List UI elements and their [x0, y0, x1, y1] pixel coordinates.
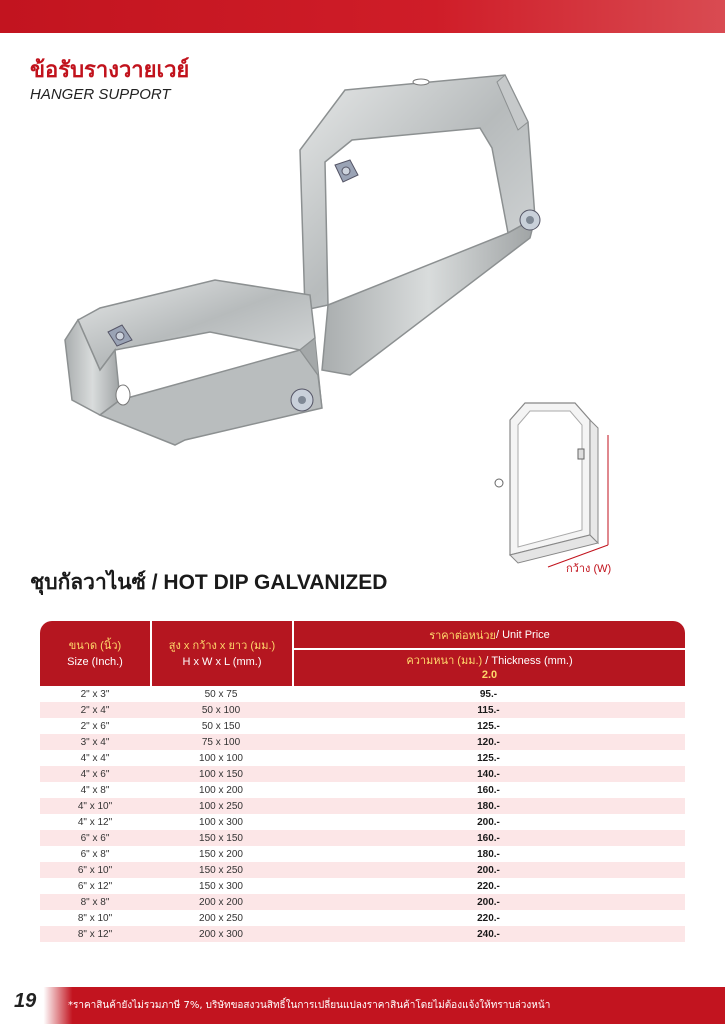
size-cell: 2" x 4": [80, 704, 110, 716]
dimension-cell: 100 x 100: [199, 752, 243, 764]
table-row: [40, 782, 685, 798]
table-row: [40, 814, 685, 830]
price-cell: 160.-: [477, 832, 500, 844]
bolt-icon: [495, 479, 503, 487]
table-row: [40, 766, 685, 782]
dimension-cell: 100 x 300: [199, 816, 243, 828]
dimension-cell: 150 x 150: [199, 832, 243, 844]
size-cell: 4" x 6": [80, 768, 110, 780]
header-dimension: [152, 621, 292, 686]
top-banner: [0, 0, 725, 33]
price-cell: 220.-: [477, 912, 500, 924]
price-cell: 200.-: [477, 864, 500, 876]
price-cell: 115.-: [477, 704, 500, 716]
price-cell: 140.-: [477, 768, 500, 780]
price-cell: 180.-: [477, 848, 500, 860]
table-row: [40, 830, 685, 846]
table-row: [40, 718, 685, 734]
header-size-english: Size (Inch.): [67, 655, 123, 668]
table-body: [40, 686, 685, 942]
table-row: [40, 750, 685, 766]
tall-hanger: [300, 75, 540, 375]
header-size-thai: ขนาด (นิ้ว): [68, 639, 122, 652]
width-label: กว้าง (W): [566, 563, 612, 575]
table-row: [40, 846, 685, 862]
product-title-english: HANGER SUPPORT: [30, 86, 171, 103]
size-cell: 4" x 10": [77, 800, 113, 812]
size-cell: 6" x 8": [80, 848, 110, 860]
dimension-cell: 200 x 300: [199, 928, 243, 940]
dimension-cell: 100 x 250: [199, 800, 243, 812]
size-cell: 6" x 10": [77, 864, 113, 876]
dimension-cell: 200 x 200: [199, 896, 243, 908]
header-unit-price: [294, 621, 685, 648]
dimension-cell: 150 x 200: [199, 848, 243, 860]
size-cell: 2" x 3": [80, 688, 110, 700]
dimension-cell: 50 x 100: [201, 704, 241, 716]
price-cell: 200.-: [477, 816, 500, 828]
price-footnote: *ราคาสินค้ายังไม่รวมภาษี 7%, บริษัทขอสงวนสิทธิ์ในการเปลี่ยนแปลงราคาสินค้าโดยไม่ต้องแจ้งให้ทราบล่วงหน้า: [68, 1000, 551, 1011]
size-cell: 6" x 12": [77, 880, 113, 892]
price-cell: 240.-: [477, 928, 500, 940]
dimension-cell: 50 x 75: [204, 688, 238, 700]
dimension-cell: 100 x 150: [199, 768, 243, 780]
header-thickness-thai: ความหนา (มม.): [406, 655, 483, 667]
price-cell: 125.-: [477, 752, 500, 764]
page-number: 19: [14, 990, 37, 1012]
header-price-english: / Unit Price: [495, 628, 550, 641]
short-hanger: [65, 280, 322, 445]
size-cell: 6" x 6": [80, 832, 110, 844]
dimension-cell: 150 x 250: [199, 864, 243, 876]
dimension-cell: 50 x 150: [201, 720, 241, 732]
dimension-cell: 200 x 250: [199, 912, 243, 924]
header-dimension-thai: สูง x กว้าง x ยาว (มม.): [168, 639, 276, 652]
price-cell: 95.-: [479, 688, 498, 700]
header-thickness-english: / Thickness (mm.): [482, 655, 573, 667]
table-row: [40, 798, 685, 814]
product-title-thai: ข้อรับรางวายเวย์: [30, 58, 190, 83]
size-cell: 8" x 10": [77, 912, 113, 924]
bolt-icon: [291, 389, 313, 411]
size-cell: 3" x 4": [80, 736, 110, 748]
table-row: [40, 734, 685, 750]
table-row: [40, 686, 685, 702]
dimension-cell: 75 x 100: [201, 736, 241, 748]
price-cell: 200.-: [477, 896, 500, 908]
header-size: [40, 621, 150, 686]
header-price-thai: ราคาต่อหน่วย: [429, 629, 496, 642]
dimension-diagram: [480, 395, 630, 585]
size-cell: 8" x 8": [80, 896, 110, 908]
price-cell: 160.-: [477, 784, 500, 796]
dimension-cell: 150 x 300: [199, 880, 243, 892]
size-cell: 4" x 8": [80, 784, 110, 796]
size-cell: 2" x 6": [80, 720, 110, 732]
price-cell: 220.-: [477, 880, 500, 892]
price-table: [40, 621, 685, 942]
table-row: [40, 878, 685, 894]
bolt-icon: [335, 160, 358, 182]
size-cell: 4" x 12": [77, 816, 113, 828]
table-row: [40, 702, 685, 718]
table-row: [40, 894, 685, 910]
header-dimension-english: H x W x L (mm.): [182, 655, 262, 668]
table-row: [40, 862, 685, 878]
section-title: ชุบกัลวาไนซ์ / HOT DIP GALVANIZED: [30, 571, 388, 594]
price-cell: 120.-: [477, 736, 500, 748]
thickness-value: 2.0: [481, 669, 498, 681]
table-header: [40, 621, 685, 686]
price-cell: 180.-: [477, 800, 500, 812]
price-cell: 125.-: [477, 720, 500, 732]
table-row: [40, 926, 685, 942]
bolt-icon: [520, 210, 540, 230]
size-cell: 8" x 12": [77, 928, 113, 940]
size-cell: 4" x 4": [80, 752, 110, 764]
header-thickness: [294, 650, 685, 686]
dimension-cell: 100 x 200: [199, 784, 243, 796]
table-row: [40, 910, 685, 926]
